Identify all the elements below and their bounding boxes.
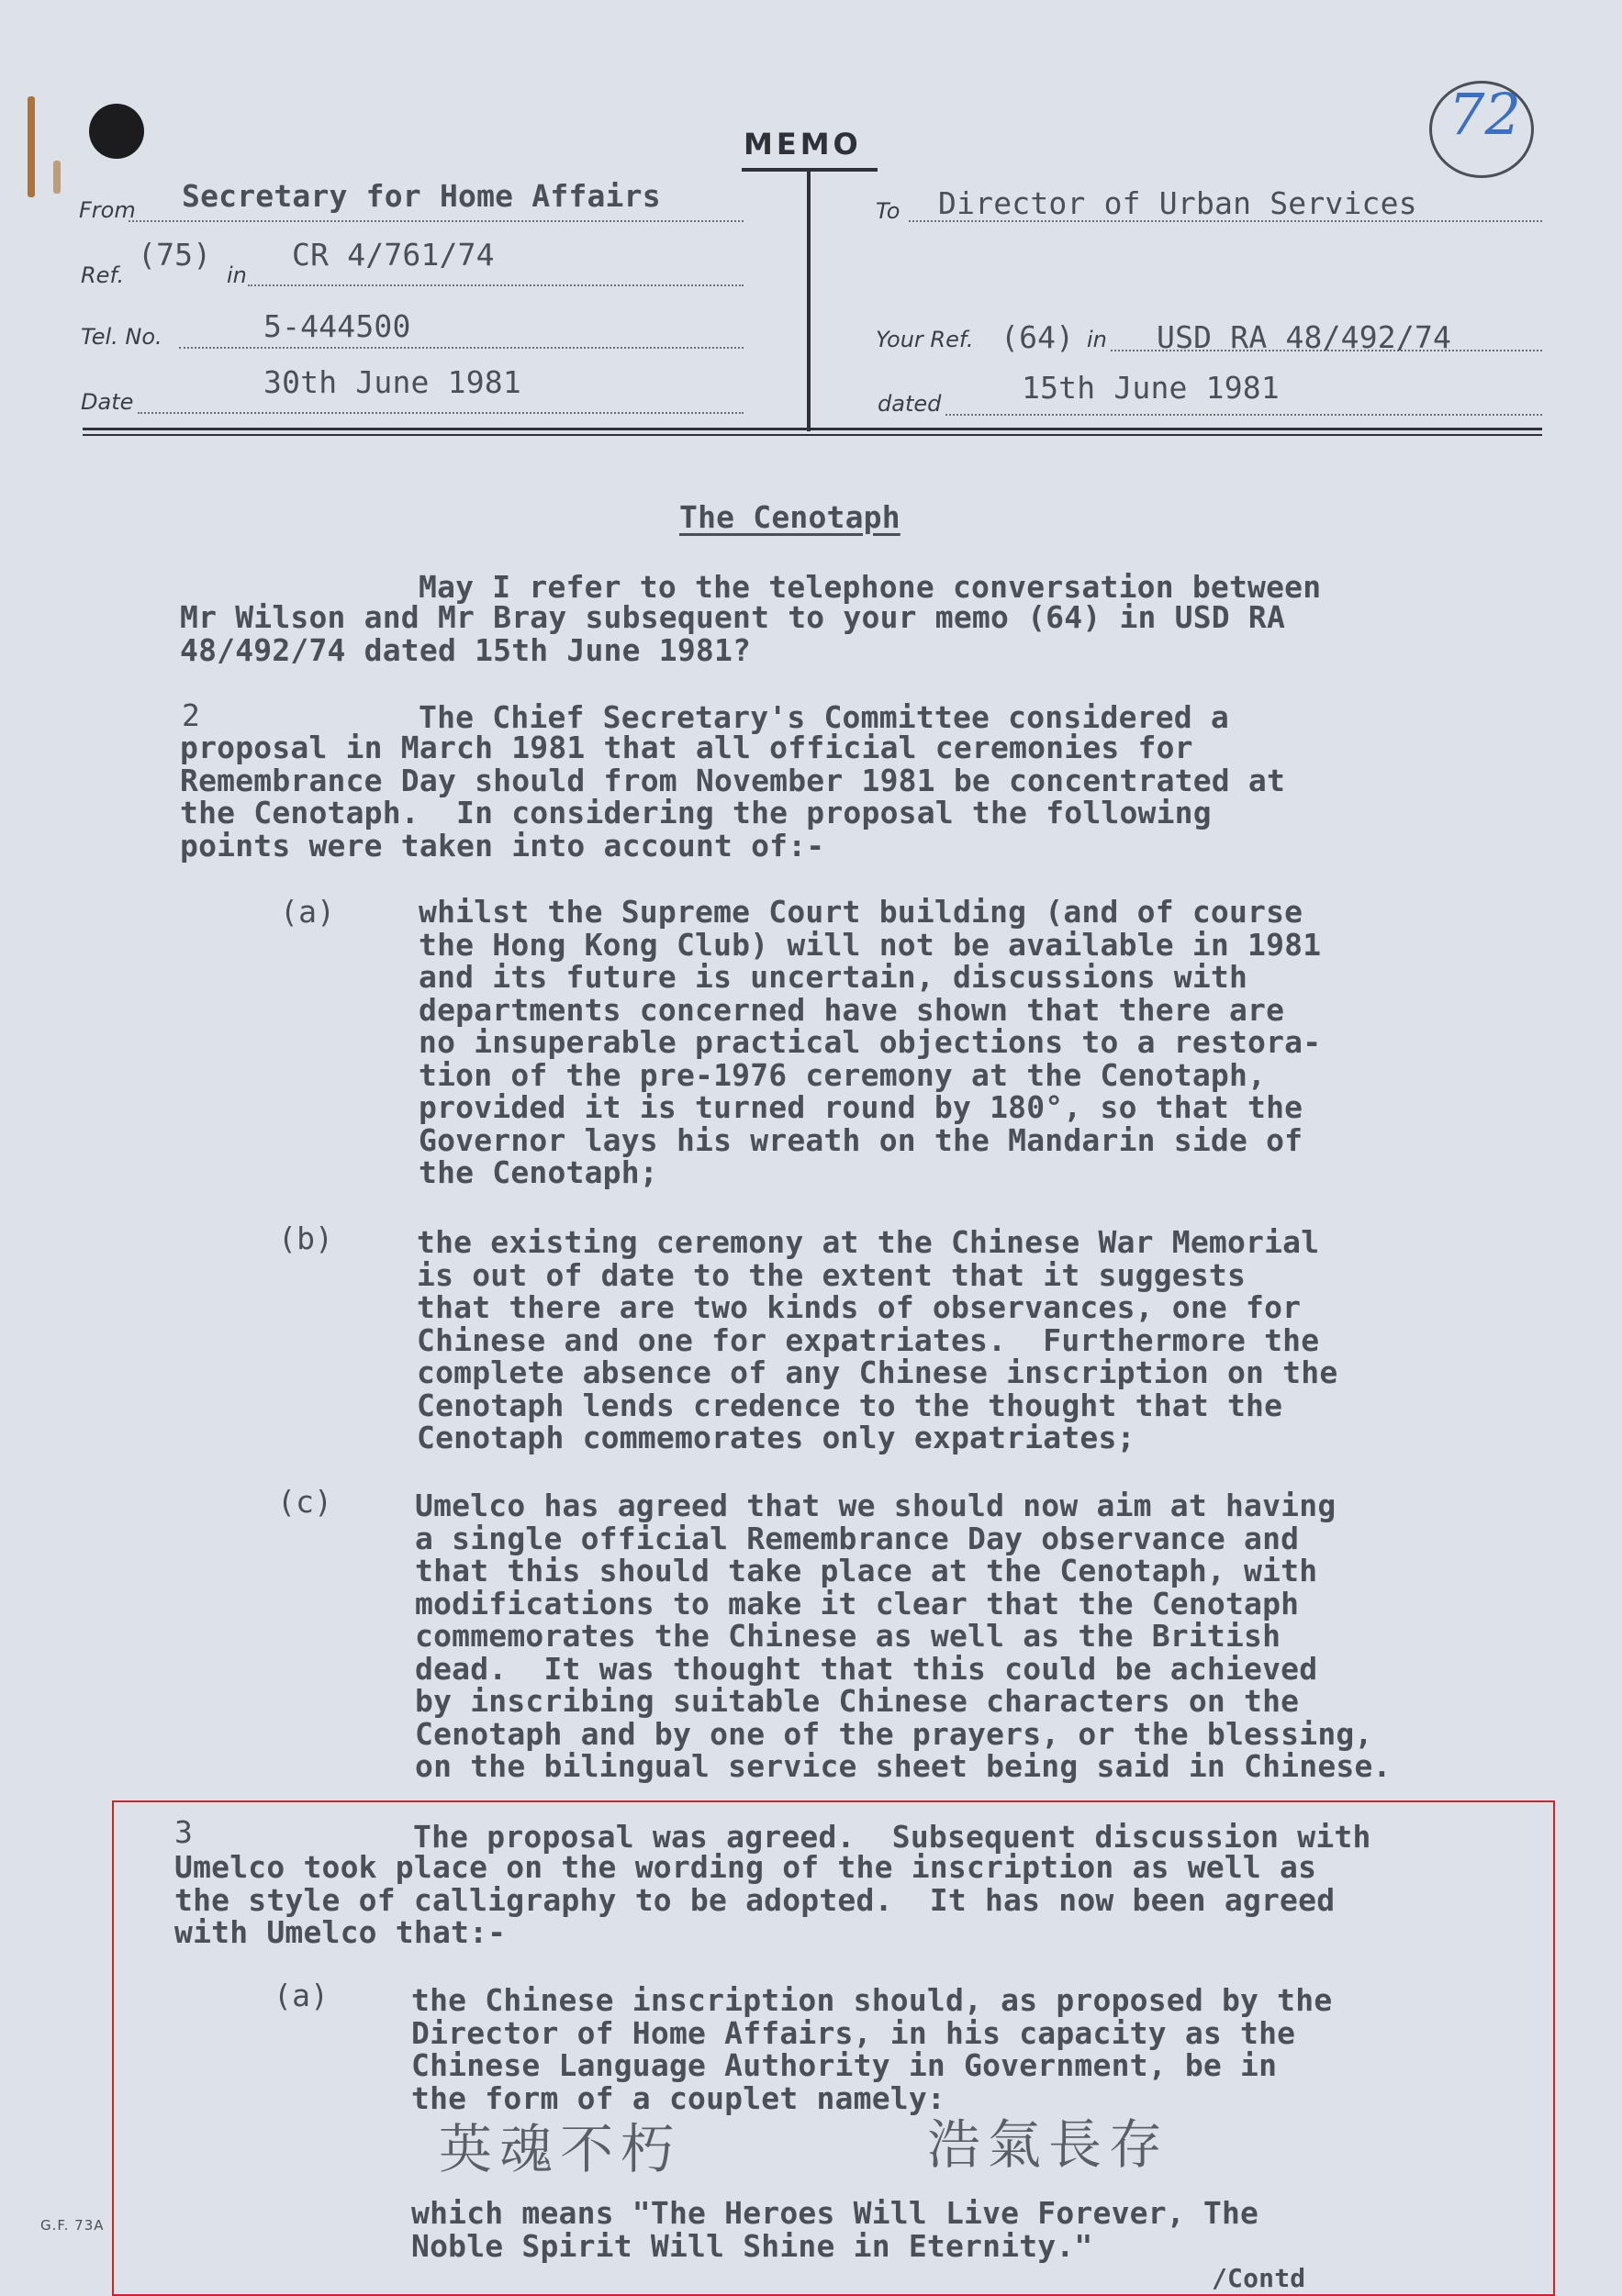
dated-label: dated [878, 391, 942, 417]
punch-hole [89, 104, 144, 159]
para-3-number: 3 [174, 1814, 194, 1850]
to-value: Director of Urban Services [938, 185, 1417, 221]
para-2-number: 2 [182, 697, 201, 733]
para-3-item-label: (a) [274, 1978, 330, 2013]
para-2-first-line: The Chief Secretary's Committee considered a [419, 699, 1229, 735]
contd-marker: /Contd [1212, 2263, 1306, 2293]
tel-line [179, 347, 744, 349]
your-ref-paren: (64) [1001, 319, 1075, 355]
para-1-first-line: May I refer to the telephone conversation between [419, 569, 1322, 605]
memo-label: MEMO [744, 127, 862, 162]
tel-label: Tel. No. [81, 324, 162, 350]
staple-mark [28, 96, 35, 197]
from-label: From [79, 197, 136, 223]
header-divider-vertical [807, 171, 811, 431]
para-3-body: Umelco took place on the wording of the inscription as well as the style of calligraphy to be adopted. It has now been agreed with Umelco that:- [174, 1849, 1336, 1950]
dated-line [945, 414, 1542, 416]
para-2-item-text: whilst the Supreme Court building (and of course the Hong Kong Club) will not be available in 1981 and its future is uncertain, discussions with departments concerned have shown that there are no insuperable practical objections to a restora- tion of the pre-1976 ceremony at the Cenotaph, provided it is turned round by 180°, so that the Governor lays his wreath on the Mandarin side of the Cenotaph; [419, 894, 1322, 1190]
chinese-couplet-right: 浩氣長存 [927, 2113, 1170, 2176]
para-2-body: proposal in March 1981 that all official ceremonies for Remembrance Day should from November 1981 be concentrated at the Cenotaph. In considering the proposal the following points were taken into account of:- [180, 730, 1286, 864]
para-2-item-text: Umelco has agreed that we should now aim at having a single official Remembrance Day observance and that this should take place at the Cenotaph, with modifications to make it clear that the Cenotaph commemorates the Chinese as well as the British dead. It was thought that this could be achieved by inscribing suitable Chinese characters on the Cenotaph and by one of the prayers, or the blessing, on the bilingual service sheet being said in Chinese. [415, 1488, 1392, 1784]
date-label: Date [81, 389, 134, 415]
para-2-item-label: (b) [278, 1220, 334, 1256]
ref-line [248, 284, 744, 286]
subject-title: The Cenotaph [679, 499, 900, 535]
folio-number: 72 [1449, 81, 1521, 148]
staple-mark [53, 161, 61, 194]
header-rule-top [83, 428, 1542, 430]
form-code: G.F. 73A [40, 2217, 105, 2234]
para-2-item-label: (a) [280, 894, 336, 930]
para-2-item-text: the existing ceremony at the Chinese War Memorial is out of date to the extent that it suggests that there are two kinds of observances, one for Chinese and one for expatriates. Furthermore the complete absence of any Chinese inscription on the Cenotaph lends credence to the thought that the Cenotaph commemorates only expatriates; [417, 1224, 1338, 1455]
your-ref-value: USD RA 48/492/74 [1157, 319, 1452, 355]
date-value: 30th June 1981 [263, 364, 521, 400]
your-ref-in-label: in [1087, 327, 1107, 352]
from-line [129, 220, 744, 222]
chinese-couplet-left: 英魂不朽 [439, 2118, 682, 2180]
date-line [138, 412, 744, 414]
para-3-first-line: The proposal was agreed. Subsequent discussion with [413, 1819, 1371, 1855]
dated-value: 15th June 1981 [1022, 370, 1280, 406]
ref-value: CR 4/761/74 [292, 237, 495, 273]
from-value: Secretary for Home Affairs [182, 178, 661, 214]
to-label: To [876, 198, 900, 224]
couplet-meaning: which means "The Heroes Will Live Forever, The Noble Spirit Will Shine in Eternity." [411, 2195, 1259, 2264]
your-ref-label: Your Ref. [876, 327, 974, 352]
ref-paren: (75) [138, 237, 212, 273]
header-rule-bottom [83, 434, 1542, 436]
ref-in-label: in [227, 262, 247, 288]
ref-label: Ref. [81, 262, 125, 288]
para-1-body: Mr Wilson and Mr Bray subsequent to your memo (64) in USD RA 48/492/74 dated 15th June 1981? [180, 599, 1286, 668]
para-2-item-label: (c) [277, 1484, 333, 1520]
para-3-item-text: the Chinese inscription should, as proposed by the Director of Home Affairs, in his capacity as the Chinese Language Authority in Government, be in the form of a couplet namely: [411, 1982, 1333, 2116]
tel-value: 5-444500 [263, 308, 411, 344]
